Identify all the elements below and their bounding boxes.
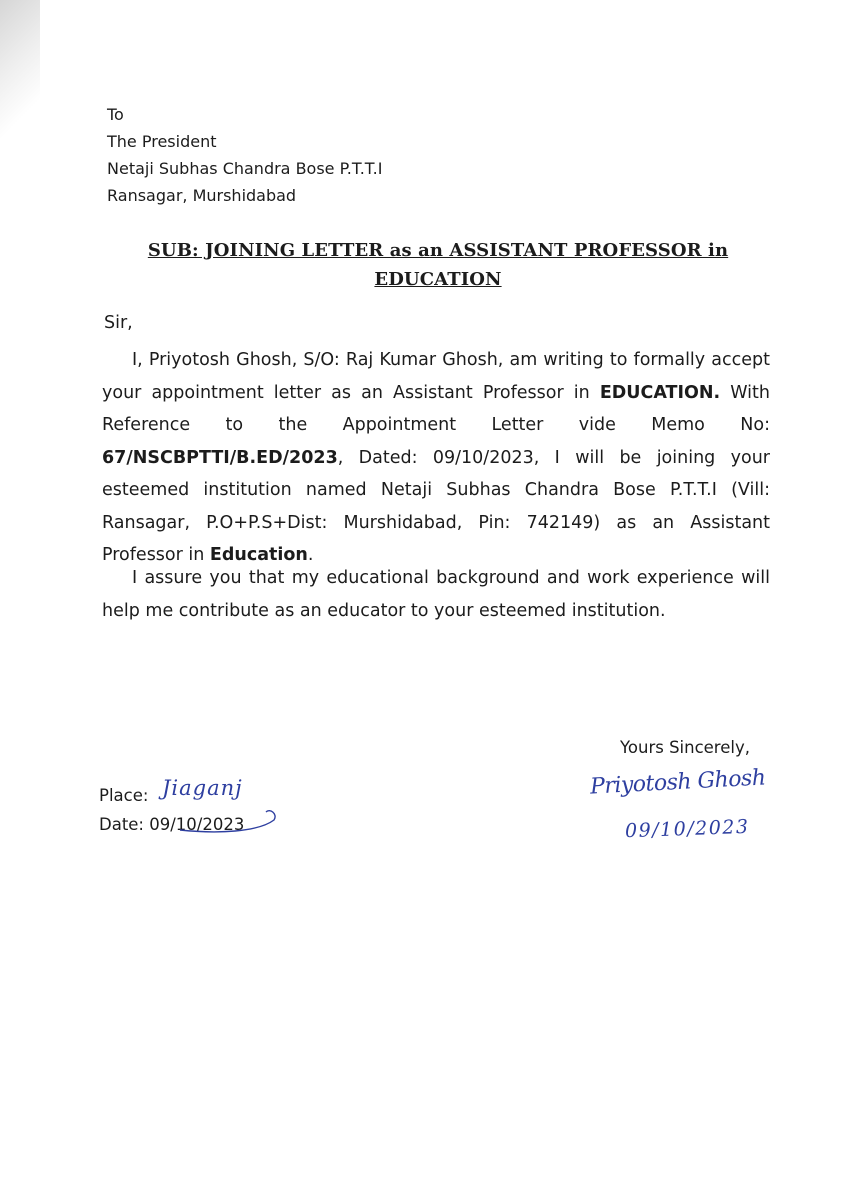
address-line-institution: Netaji Subhas Chandra Bose P.T.T.I (107, 159, 383, 178)
place-pen-stroke (178, 806, 288, 836)
para1-bold-education: Education (209, 545, 308, 565)
address-line-to: To (107, 105, 124, 124)
address-line-president: The President (107, 132, 217, 151)
subject-line-1: SUB: JOINING LETTER as an ASSISTANT PROFESSOR in (147, 240, 729, 261)
date-label: Date: (99, 815, 144, 834)
subject-line-2: EDUCATION (374, 269, 502, 290)
para1-text-4: . (307, 545, 314, 565)
body-paragraph-1 (102, 344, 770, 572)
para1-text-3: , Dated: 09/10/2023, I will be joining your esteemed institution named Netaji Subhas Chandra Bose P.T.T.I (Vill: Ransagar, P.O+P.S+Dist: Murshidabad, Pin: 742149) as an Assistant Professor in (102, 447, 770, 565)
para1-text-2: With Reference to the Appointment Letter vide Memo No: (102, 382, 771, 435)
para1-bold-memo: 67/NSCBPTTI/B.ED/2023 (102, 447, 338, 468)
para1-text-1: I, Priyotosh Ghosh, S/O: Raj Kumar Ghosh, am writing to formally accept your appointment letter as an Assistant Professor in (102, 350, 770, 403)
closing-phrase: Yours Sincerely, (620, 738, 750, 757)
salutation: Sir, (104, 313, 133, 333)
scan-fold-shadow (0, 0, 40, 160)
signature-handwritten: Priyotosh Ghosh (589, 765, 767, 800)
signature-date-handwritten: 09/10/2023 (624, 815, 750, 843)
place-handwritten: Jiaganj (162, 776, 243, 800)
recipient-address (107, 101, 382, 209)
subject-heading (100, 236, 776, 294)
address-line-location: Ransagar, Murshidabad (107, 186, 297, 205)
place-label: Place: (99, 786, 149, 805)
body-paragraph-2: I assure you that my educational background and work experience will help me contribute as an educator to your esteemed institution. (102, 568, 770, 621)
para1-bold-subject: EDUCATION. (599, 382, 721, 403)
date-value: 09/10/2023 (149, 815, 245, 834)
